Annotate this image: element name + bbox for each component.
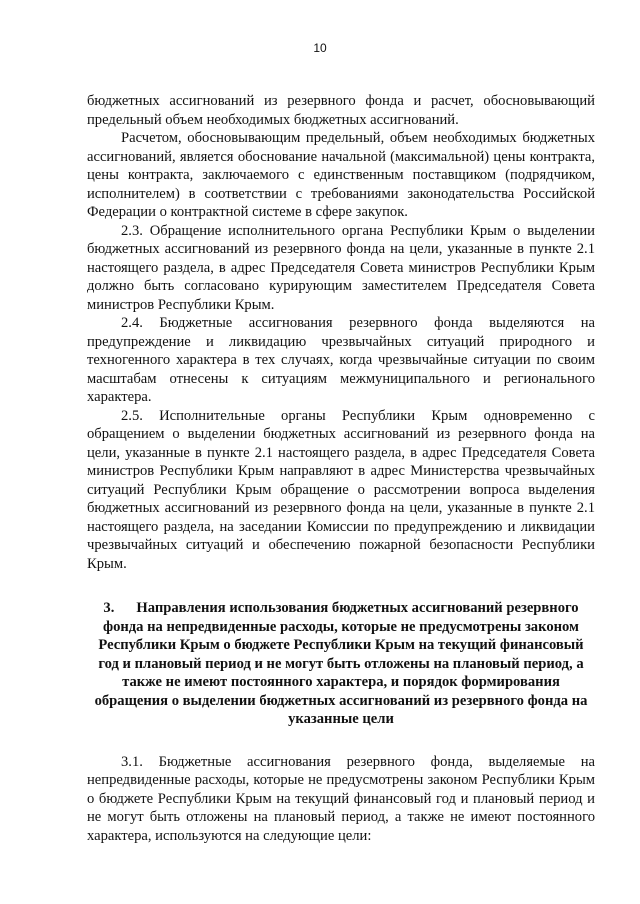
page-number: 10 [313, 41, 327, 55]
paragraph-calculation: Расчетом, обосновывающим предельный, объем необходимых бюджетных ассигнований, является обоснование начальной (максимальной) цены контракта, цены контракта, заключаемого с единственным поставщиком (подрядчиком, исполнителем) в соответствии с требованиями законодательства Российской Федерации о контрактной системе в сфере закупок. [87, 130, 595, 220]
paragraph-2-5: 2.5. Исполнительные органы Республики Крым одновременно с обращением о выделении бюджетных ассигнований из резервного фонда на цели, указанные в пункте 2.1 настоящего раздела, в адрес Председателя Совета министров Республики Крым направляют в адрес Министерства чрезвычайных ситуаций Республики Крым обращение о рассмотрении вопроса выделения бюджетных ассигнований из резервного фонда на цели, указанные в пункте 2.1 настоящего раздела, на заседании Комиссии по предупреждению и ликвидации чрезвычайных ситуаций и обеспечению пожарной безопасности Республики Крым. [87, 407, 595, 572]
paragraph-2-4: 2.4. Бюджетные ассигнования резервного фонда выделяются на предупреждение и ликвидацию чрезвычайных ситуаций природного и техногенного характера в тех случаях, когда чрезвычайные ситуации по своим масштабам отнесены к ситуациям межмуниципального и регионального характера. [87, 315, 595, 405]
paragraph-3-1: 3.1. Бюджетные ассигнования резервного фонда, выделяемые на непредвиденные расходы, которые не предусмотрены законом Республики Крым о бюджете Республики Крым на текущий финансовый год и плановый период и не могут быть отложены на плановый период, а также не имеют постоянного характера, используются на следующие цели: [87, 753, 595, 844]
section-heading [87, 599, 595, 729]
section-title: Направления использования бюджетных ассигнований резервного фонда на непредвиденные расходы, которые не предусмотрены законом Республики Крым о бюджете Республики Крым на текущий финансовый год и плановый период и не могут быть отложены на плановый период, а также не имеют постоянного характера, и порядок формирования обращения о выделении бюджетных ассигнований из резервного фонда на указанные цели [94, 600, 588, 727]
paragraph-2-3: 2.3. Обращение исполнительного органа Республики Крым о выделении бюджетных ассигнований из резервного фонда на цели, указанные в пункте 2.1 настоящего раздела, в адрес Председателя Совета министров Республики Крым должно быть согласовано курирующим заместителем Председателя Совета министров Республики Крым. [87, 222, 595, 313]
section-number: 3. [103, 600, 115, 616]
document-body [87, 92, 595, 845]
paragraph-continuation: бюджетных ассигнований из резервного фонда и расчет, обосновывающий предельный объем необходимых бюджетных ассигнований. [87, 93, 595, 128]
